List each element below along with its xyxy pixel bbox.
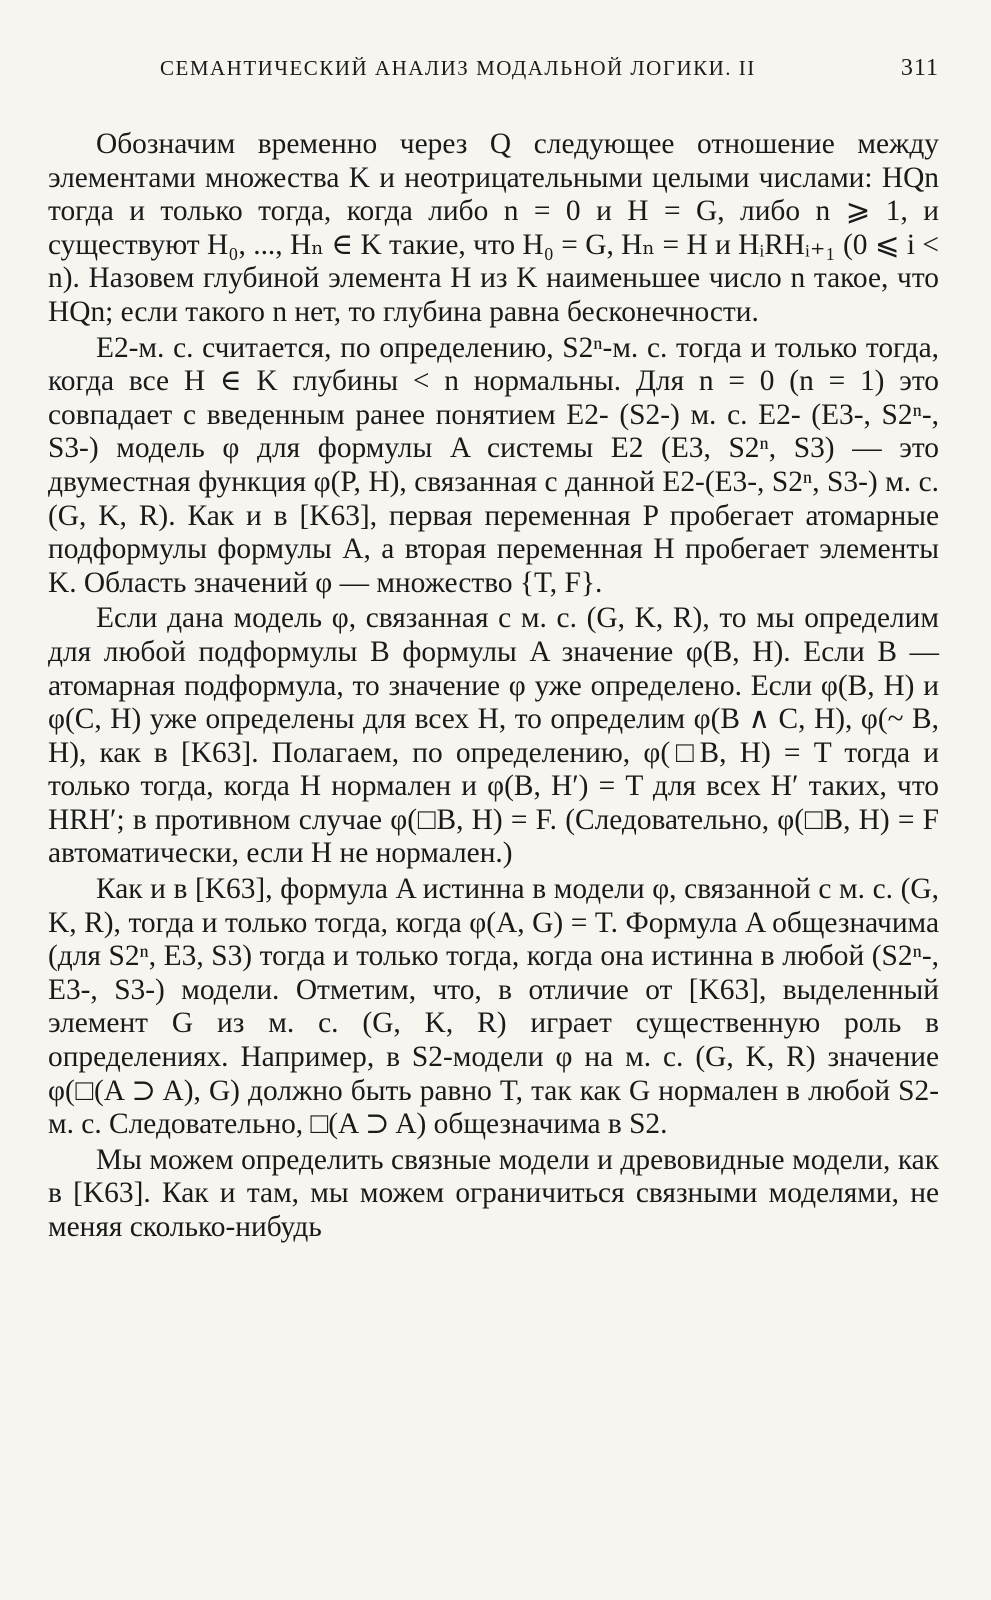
running-title: СЕМАНТИЧЕСКИЙ АНАЛИЗ МОДАЛЬНОЙ ЛОГИКИ. II	[160, 56, 756, 80]
page-number: 311	[900, 55, 939, 81]
page-body	[48, 128, 939, 1247]
paragraph-connected-models: Мы можем определить связные модели и древовидные модели, как в [K63]. Как и там, мы можем ограничиться связными моделями, не меняя сколько-нибудь	[48, 1143, 939, 1243]
paragraph-model-definition: E2-м. с. считается, по определению, S2ⁿ-м. с. тогда и только тогда, когда все H ∈ K глубины < n нормальны. Для n = 0 (n = 1) это совпадает с введенным ранее понятием E2- (S2-) м. с. E2- (E3-, S2ⁿ-, S3-) модель φ для формулы A системы E2 (E3, S2ⁿ, S3) — это двуместная функция φ(P, H), связанная с данной E2-(E3-, S2ⁿ, S3-) м. с. (G, K, R). Как и в [K63], первая переменная P пробегает атомарные подформулы формулы A, а вторая переменная H пробегает элементы K. Область значений φ — множество {T, F}.	[48, 331, 939, 599]
paragraph-validity: Как и в [K63], формула A истинна в модели φ, связанной с м. с. (G, K, R), тогда и только тогда, когда φ(A, G) = T. Формула A общезначима (для S2ⁿ, E3, S3) тогда и только тогда, когда она истинна в любой (S2ⁿ-, E3-, S3-) модели. Отметим, что, в отличие от [K63], выделенный элемент G из м. с. (G, K, R) играет существенную роль в определениях. Например, в S2-модели φ на м. с. (G, K, R) значение φ(□(A ⊃ A), G) должно быть равно T, так как G нормален в любой S2-м. с. Следовательно, □(A ⊃ A) общезначима в S2.	[48, 873, 939, 1141]
paragraph-depth-definition: Обозначим временно через Q следующее отношение между элементами множества K и неотрицательными целыми числами: HQn тогда и только тогда, когда либо n = 0 и H = G, либо n ⩾ 1, и существуют H₀, ..., Hₙ ∈ K такие, что H₀ = G, Hₙ = H и HᵢRHᵢ₊₁ (0 ⩽ i < n). Назовем глубиной элемента H из K наименьшее число n такое, что HQn; если такого n нет, то глубина равна бесконечности.	[48, 128, 939, 328]
running-head	[48, 55, 939, 82]
paragraph-valuation: Если дана модель φ, связанная с м. с. (G, K, R), то мы определим для любой подформулы B формулы A значение φ(B, H). Если B — атомарная подформула, то значение φ уже определено. Если φ(B, H) и φ(C, H) уже определены для всех H, то определим φ(B ∧ C, H), φ(~ B, H), как в [K63]. Полагаем, по определению, φ(□B, H) = T тогда и только тогда, когда H нормален и φ(B, H′) = T для всех H′ таких, что HRH′; в противном случае φ(□B, H) = F. (Следовательно, φ(□B, H) = F автоматически, если H не нормален.)	[48, 602, 939, 870]
